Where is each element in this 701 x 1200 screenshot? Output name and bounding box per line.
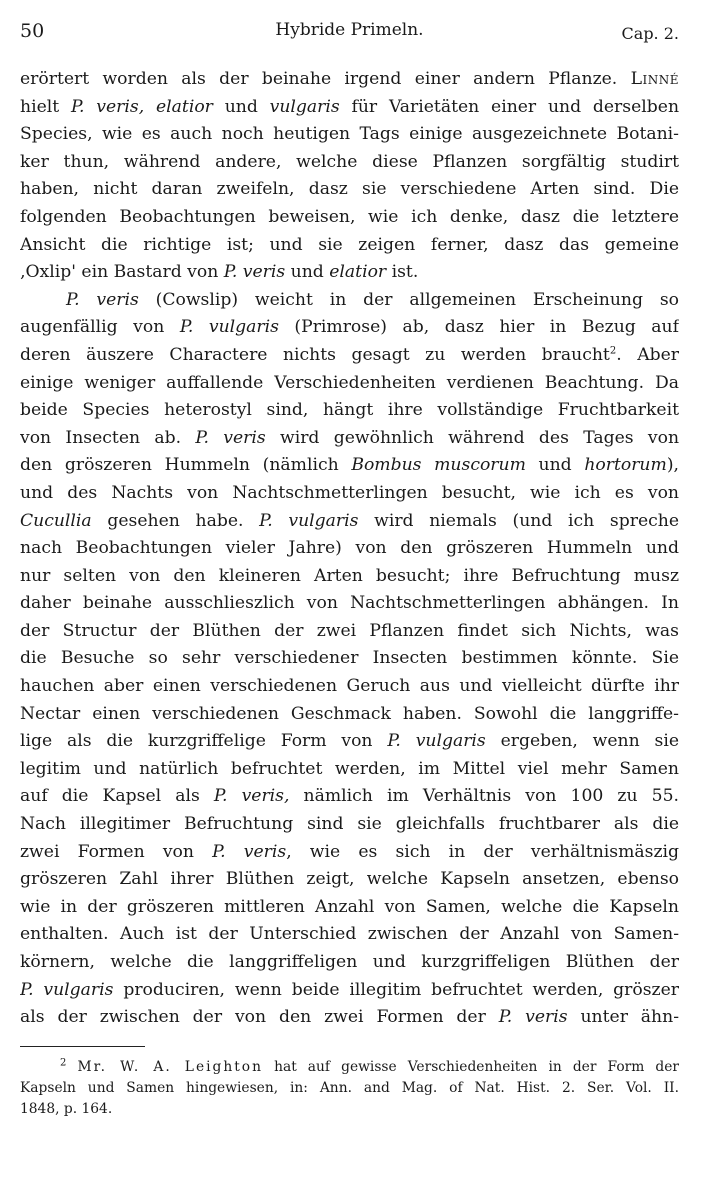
text-line-31: wie in der gröszeren mittleren Anzahl von Samen, welche die Kapseln: [20, 896, 679, 917]
text-line-13: beide Species heterostyl sind, hängt ihre vollständige Fruchtbarkeit: [20, 400, 679, 421]
text-line-7: Ansicht die richtige ist; und sie zeigen ferner, dasz das gemeine: [20, 234, 679, 255]
text-line-3: Species, wie es auch noch heutigen Tags einige ausgezeichnete Botani-: [20, 124, 679, 145]
text-line-19: nur selten von den kleineren Arten besucht; ihre Befruchtung musz: [20, 565, 679, 586]
text-line-30: gröszeren Zahl ihrer Blüthen zeigt, welche Kapseln ansetzen, ebenso: [20, 869, 679, 890]
text-line-14: von Insecten ab. P. veris wird gewöhnlich während des Tages von: [20, 427, 679, 448]
text-line-26: legitim und natürlich befruchtet werden, im Mittel viel mehr Samen: [20, 758, 679, 779]
footnote-ref: 2: [609, 345, 617, 357]
footnote-line-2: Kapseln und Samen hingewiesen, in: Ann. and Mag. of Nat. Hist. 2. Ser. Vol. II.: [20, 1079, 679, 1096]
text-line-16: und des Nachts von Nachtschmetterlingen besucht, wie ich es von: [20, 482, 679, 503]
text-line-18: nach Beobachtungen vieler Jahre) von den gröszeren Hummeln und: [20, 538, 679, 559]
text-line-6: folgenden Beobachtungen beweisen, wie ich denke, dasz die letztere: [20, 206, 679, 227]
text-line-9: P. veris (Cowslip) weicht in der allgemeinen Erscheinung so: [66, 289, 679, 310]
text-line-33: körnern, welche die langgriffeligen und kurzgriffeligen Blüthen der: [20, 952, 679, 972]
footnote: [20, 1057, 679, 1120]
text-line-10: augenfällig von P. vulgaris (Primrose) ab, dasz hier in Bezug auf: [20, 317, 679, 338]
footnote-line-3: 1848, p. 164.: [20, 1100, 113, 1117]
text-line-22: die Besuche so sehr verschiedener Insecten bestimmen könnte. Sie: [20, 648, 679, 669]
chapter-label: Cap. 2.: [621, 24, 679, 43]
text-line-24: Nectar einen verschiedenen Geschmack haben. Sowohl die langgriffe-: [20, 703, 679, 724]
footnote-divider: [20, 1046, 145, 1047]
footnote-author: Mr. W. A. Leighton: [77, 1058, 263, 1075]
text-line-34: P. vulgaris produciren, wenn beide illegitim befruchtet werden, gröszer: [20, 979, 679, 1000]
text-line-17: Cucullia gesehen habe. P. vulgaris wird niemals (und ich spreche: [20, 510, 679, 531]
body-text: [20, 66, 679, 1032]
text-line-5: haben, nicht daran zweifeln, dasz sie verschiedene Arten sind. Die: [20, 179, 679, 200]
page-header: [20, 16, 679, 46]
footnote-marker: 2: [60, 1057, 67, 1069]
text-line-29: zwei Formen von P. veris, wie es sich in der verhältnismäszig: [20, 841, 679, 862]
running-title: Hybride Primeln.: [275, 20, 424, 40]
text-line-12: einige weniger auffallende Verschiedenheiten verdienen Beachtung. Da: [20, 372, 679, 393]
text-line-28: Nach illegitimer Befruchtung sind sie gleichfalls fruchtbarer als die: [20, 814, 679, 835]
text-line-32: enthalten. Auch ist der Unterschied zwischen der Anzahl von Samen-: [20, 924, 679, 945]
text-line-15: den gröszeren Hummeln (nämlich Bombus muscorum und hortorum),: [20, 455, 679, 476]
text-line-21: der Structur der Blüthen der zwei Pflanzen findet sich Nichts, was: [20, 620, 679, 641]
text-line-4: ker thun, während andere, welche diese Pflanzen sorgfältig studirt: [20, 151, 679, 172]
text-line-11: deren äuszere Charactere nichts gesagt zu werden braucht$^2$. Aber: [20, 344, 679, 365]
text-line-2: hielt P. veris, elatior und vulgaris für Varietäten einer und derselben: [20, 96, 679, 117]
page-number: 50: [20, 20, 45, 42]
text-line-20: daher beinahe ausschlieszlich von Nachtschmetterlingen abhängen. In: [20, 593, 679, 614]
text-line-23: hauchen aber einen verschiedenen Geruch aus und vielleicht dürfte ihr: [20, 676, 679, 697]
text-line-27: auf die Kapsel als P. veris, nämlich im Verhältnis von 100 zu 55.: [20, 786, 679, 807]
text-line-35: als der zwischen der von den zwei Formen der P. veris unter ähn-: [20, 1007, 679, 1028]
text-line-8: ‚Oxlip' ein Bastard von P. veris und elatior ist.: [20, 262, 419, 283]
footnote-line-1: $^2$ Mr. W. A. Leighton hat auf gewisse Verschiedenheiten in der Form der: [60, 1057, 679, 1075]
text-line-1: erörtert worden als der beinahe irgend einer andern Pflanze. Linné: [20, 69, 679, 89]
text-line-25: lige als die kurzgriffelige Form von P. vulgaris ergeben, wenn sie: [20, 731, 679, 752]
